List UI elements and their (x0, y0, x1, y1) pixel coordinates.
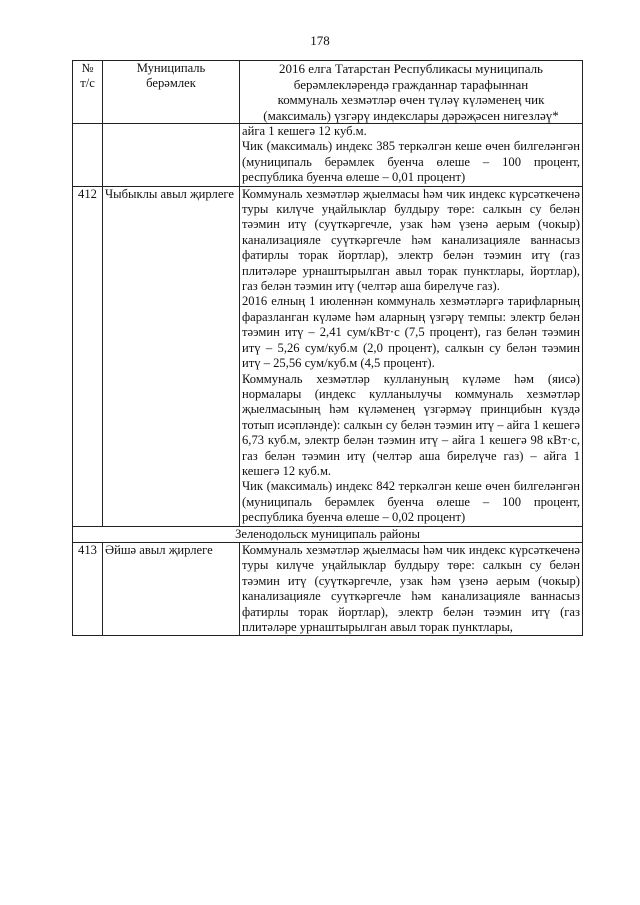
table-row-412 (73, 186, 583, 526)
description-paragraph: 2016 елның 1 июленнән коммуналь хезмәтләргә тарифларның фаразланган күләме һәм аларның үзгәрү темпы: электр белән тәэмин итү – 2,41 сум/кВт·с (7,5 процент), газ белән тәэмин итү – 5,26 сум/куб.м (2,0 процент), салкын су белән тәэмин итү – 25,56 сум/куб.м (4,5 процент). (242, 294, 580, 371)
cell-number: 412 (73, 186, 103, 526)
cell-municipality: Әйшә авыл җирлеге (103, 542, 240, 635)
header-description-line: коммуналь хезмәтләр өчен түләү күләменең чик (277, 92, 545, 107)
table-row-continued (73, 124, 583, 187)
header-description-line: (максималь) үзгәрү индекслары дәрәҗәсен нигезләү* (263, 107, 559, 123)
description-paragraph: айга 1 кешегә 12 куб.м. (242, 124, 367, 138)
cell-number: 413 (73, 542, 103, 635)
section-row (73, 526, 583, 542)
cell-description (240, 186, 583, 526)
header-description-line: 2016 елга Татарстан Республикасы муниципаль (278, 61, 543, 76)
header-municipality (103, 61, 240, 124)
indices-table (72, 60, 583, 636)
cell-municipality: Чыбыклы авыл җирлеге (103, 186, 240, 526)
table-row-413 (73, 542, 583, 635)
page-number: 178 (310, 33, 330, 48)
description-paragraph: Коммуналь хезмәтләр җыелмасы һәм чик индекс күрсәткеченә туры килүче уңайлыклар булдыру төре: салкын су белән тәэмин итү (суүткәргечле, узак һәм үзенә аерым (чокыр) канализацияле суүткәргечле һәм канализацияле ваннасыз фатирлы торак йортлар), электр белән тәэмин итү (газ плитәләре урнаштырылган авыл торак пунктлары, йортлар), газ белән тәэмин итү (челтәр аша бирелүче газ). (242, 186, 580, 294)
header-number (73, 61, 103, 124)
cell-number (73, 124, 103, 187)
cell-municipality (103, 124, 240, 187)
header-number-line: т/с (80, 76, 95, 91)
description-paragraph: Коммуналь хезмәтләр җыелмасы һәм чик индекс күрсәткеченә туры килүче уңайлыклар булдыру төре: салкын су белән тәэмин итү (суүткәргечле, узак һәм үзенә аерым (чокыр) канализацияле суүткәргечле һәм канализацияле ваннасыз фатирлы торак йортлар), электр белән тәэмин итү (газ плитәләре урнаштырылган авыл торак пунктлары, (242, 542, 580, 634)
header-description (240, 61, 583, 124)
description-paragraph: Чик (максималь) индекс 842 теркәлгән кеше өчен билгеләнгән (муниципаль берәмлек буенча өлеше – 100 процент, республика буенча өлеше – 0,02 процент) (242, 479, 580, 525)
header-description-line: берәмлекләрендә гражданнар тарафыннан (293, 76, 529, 92)
header-number-line: № (81, 61, 94, 75)
header-municipality-line: берәмлек (146, 76, 196, 91)
header-municipality-line: Муниципаль (136, 61, 206, 75)
section-title: Зеленодольск муниципаль районы (73, 526, 583, 542)
cell-description (240, 124, 583, 187)
description-paragraph: Коммуналь хезмәтләр куллануның күләме һәм (яисә) нормалары (индекс кулланылучы коммуналь хезмәтләр җыелмасының һәм күләменең үзгәрмәү принцибын күздә тотып исәпләнде): салкын су белән тәэмин итү – айга 1 кешегә 6,73 куб.м, электр белән тәэмин итү – айга 1 кешегә 98 кВт·с, газ белән тәэмин итү (челтәр аша бирелүче газ) – айга 1 кешегә 12 куб.м. (242, 371, 580, 478)
cell-description (240, 542, 583, 635)
table-header-row (73, 61, 583, 124)
description-paragraph: Чик (максималь) индекс 385 теркәлгән кеше өчен билгеләнгән (муниципаль берәмлек буенча өлеше – 100 процент, республика буенча өлеше – 0,01 процент) (242, 139, 580, 185)
